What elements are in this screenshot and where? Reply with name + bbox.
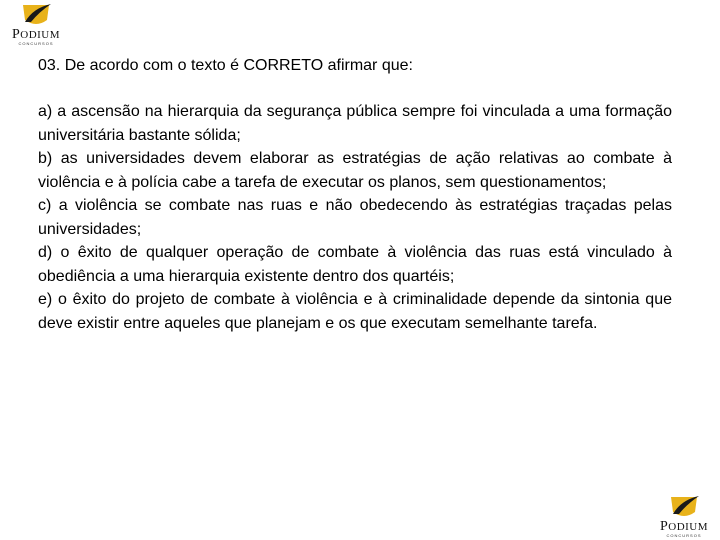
option-c: c) a violência se combate nas ruas e não obedecendo às estratégias traçadas pelas universidades; — [38, 197, 672, 238]
podium-logo-bottom — [654, 494, 714, 538]
logo-subtitle: CONCURSOS — [18, 41, 54, 46]
option-d: d) o êxito de qualquer operação de combate à violência das ruas está vinculado à obediência a uma hierarquia existente dentro dos quartéis; — [38, 244, 672, 285]
podium-emblem-icon — [17, 2, 55, 28]
podium-emblem-icon — [665, 494, 703, 520]
option-a: a) a ascensão na hierarquia da segurança pública sempre foi vinculada a uma formação universitária bastante sólida; — [38, 103, 672, 144]
option-e: e) o êxito do projeto de combate à violência e à criminalidade depende da sintonia que deve existir entre aqueles que planejam e os que executam semelhante tarefa. — [38, 291, 672, 332]
answer-options — [38, 100, 672, 335]
question-title: 03. De acordo com o texto é CORRETO afirmar que: — [38, 57, 413, 74]
podium-logo-top — [6, 2, 66, 46]
option-b: b) as universidades devem elaborar as estratégias de ação relativas ao combate à violência e à polícia cabe a tarefa de executar os planos, sem questionamentos; — [38, 150, 672, 191]
logo-wordmark: PODIUM — [659, 519, 709, 534]
logo-subtitle: CONCURSOS — [666, 533, 702, 538]
logo-wordmark: PODIUM — [11, 27, 61, 42]
